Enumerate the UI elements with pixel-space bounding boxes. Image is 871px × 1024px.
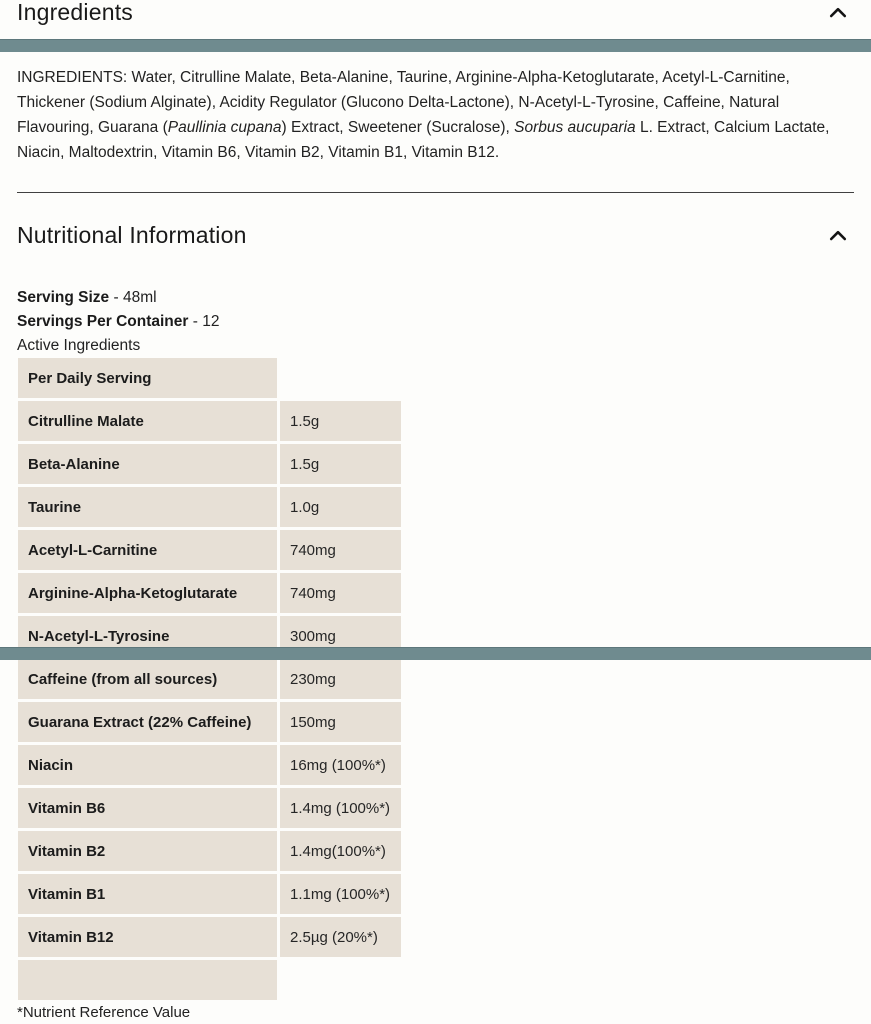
table-row bbox=[18, 788, 871, 828]
accent-bar bbox=[0, 39, 871, 52]
serving-size-label: Serving Size bbox=[17, 289, 110, 306]
row-label: Taurine bbox=[18, 487, 277, 527]
row-value: 740mg bbox=[280, 573, 401, 613]
table-header-row bbox=[18, 358, 871, 398]
row-value: 740mg bbox=[280, 530, 401, 570]
table-row bbox=[18, 702, 871, 742]
table-body bbox=[18, 401, 871, 957]
table-row bbox=[18, 487, 871, 527]
table-row bbox=[18, 573, 871, 613]
ingredients-section-header[interactable] bbox=[0, 0, 871, 26]
chevron-up-icon[interactable] bbox=[829, 229, 847, 241]
table-row bbox=[18, 917, 871, 957]
table-row bbox=[18, 530, 871, 570]
row-value: 150mg bbox=[280, 702, 401, 742]
row-value: 1.4mg (100%*) bbox=[280, 788, 401, 828]
table-header-cell: Per Daily Serving bbox=[18, 358, 277, 398]
row-label: Caffeine (from all sources) bbox=[18, 659, 277, 699]
table-row bbox=[18, 874, 871, 914]
table-empty-row bbox=[18, 960, 871, 1000]
chevron-up-icon[interactable] bbox=[829, 6, 847, 18]
row-label: Beta-Alanine bbox=[18, 444, 277, 484]
empty-cell bbox=[18, 960, 277, 1000]
row-value: 1.5g bbox=[280, 401, 401, 441]
nutrition-section bbox=[0, 220, 871, 1021]
serving-size-line bbox=[17, 286, 854, 310]
nutrition-section-title: Nutritional Information bbox=[17, 221, 247, 248]
nutrition-section-header[interactable] bbox=[0, 220, 871, 250]
row-label: Acetyl-L-Carnitine bbox=[18, 530, 277, 570]
row-label: Citrulline Malate bbox=[18, 401, 277, 441]
row-label: N-Acetyl-L-Tyrosine bbox=[18, 616, 277, 656]
ingredients-statement: INGREDIENTS: Water, Citrulline Malate, Beta-Alanine, Taurine, Arginine-Alpha-Ketoglutarate, Acetyl-L-Carnitine, Thickener (Sodium Alginate), Acidity Regulator (Glucono Delta-Lactone), N-Acetyl-L-Tyrosine, Caffeine, Natural Flavouring, Guarana (Paullinia cupana) Extract, Sweetener (Sucralose), Sorbus aucuparia L. Extract, Calcium Lactate, Niacin, Maltodextrin, Vitamin B6, Vitamin B2, Vitamin B1, Vitamin B12. bbox=[17, 69, 830, 161]
row-label: Arginine-Alpha-Ketoglutarate bbox=[18, 573, 277, 613]
row-label: Niacin bbox=[18, 745, 277, 785]
row-value: 2.5µg (20%*) bbox=[280, 917, 401, 957]
row-label: Vitamin B6 bbox=[18, 788, 277, 828]
accent-bar bbox=[0, 647, 871, 660]
section-divider bbox=[17, 192, 854, 193]
row-value: 1.0g bbox=[280, 487, 401, 527]
row-label: Vitamin B12 bbox=[18, 917, 277, 957]
active-ingredients-label: Active Ingredients bbox=[17, 337, 141, 354]
table-row bbox=[18, 745, 871, 785]
servings-per-container-value: - 12 bbox=[188, 313, 220, 330]
row-value: 300mg bbox=[280, 616, 401, 656]
row-value: 16mg (100%*) bbox=[280, 745, 401, 785]
servings-per-container-line bbox=[17, 310, 854, 334]
table-row bbox=[18, 831, 871, 871]
row-value: 1.5g bbox=[280, 444, 401, 484]
ingredients-section bbox=[0, 0, 871, 193]
nutrient-reference-footnote: *Nutrient Reference Value bbox=[17, 1004, 191, 1021]
ingredients-section-title: Ingredients bbox=[17, 0, 133, 25]
table-row bbox=[18, 444, 871, 484]
row-label: Guarana Extract (22% Caffeine) bbox=[18, 702, 277, 742]
serving-size-value: - 48ml bbox=[109, 289, 157, 306]
row-label: Vitamin B2 bbox=[18, 831, 277, 871]
table-row bbox=[18, 401, 871, 441]
servings-per-container-label: Servings Per Container bbox=[17, 313, 189, 330]
row-label: Vitamin B1 bbox=[18, 874, 277, 914]
row-value: 1.4mg(100%*) bbox=[280, 831, 401, 871]
nutrition-table bbox=[18, 358, 871, 1000]
row-value: 230mg bbox=[280, 659, 401, 699]
serving-info bbox=[17, 286, 854, 358]
table-row bbox=[18, 659, 871, 699]
row-value: 1.1mg (100%*) bbox=[280, 874, 401, 914]
